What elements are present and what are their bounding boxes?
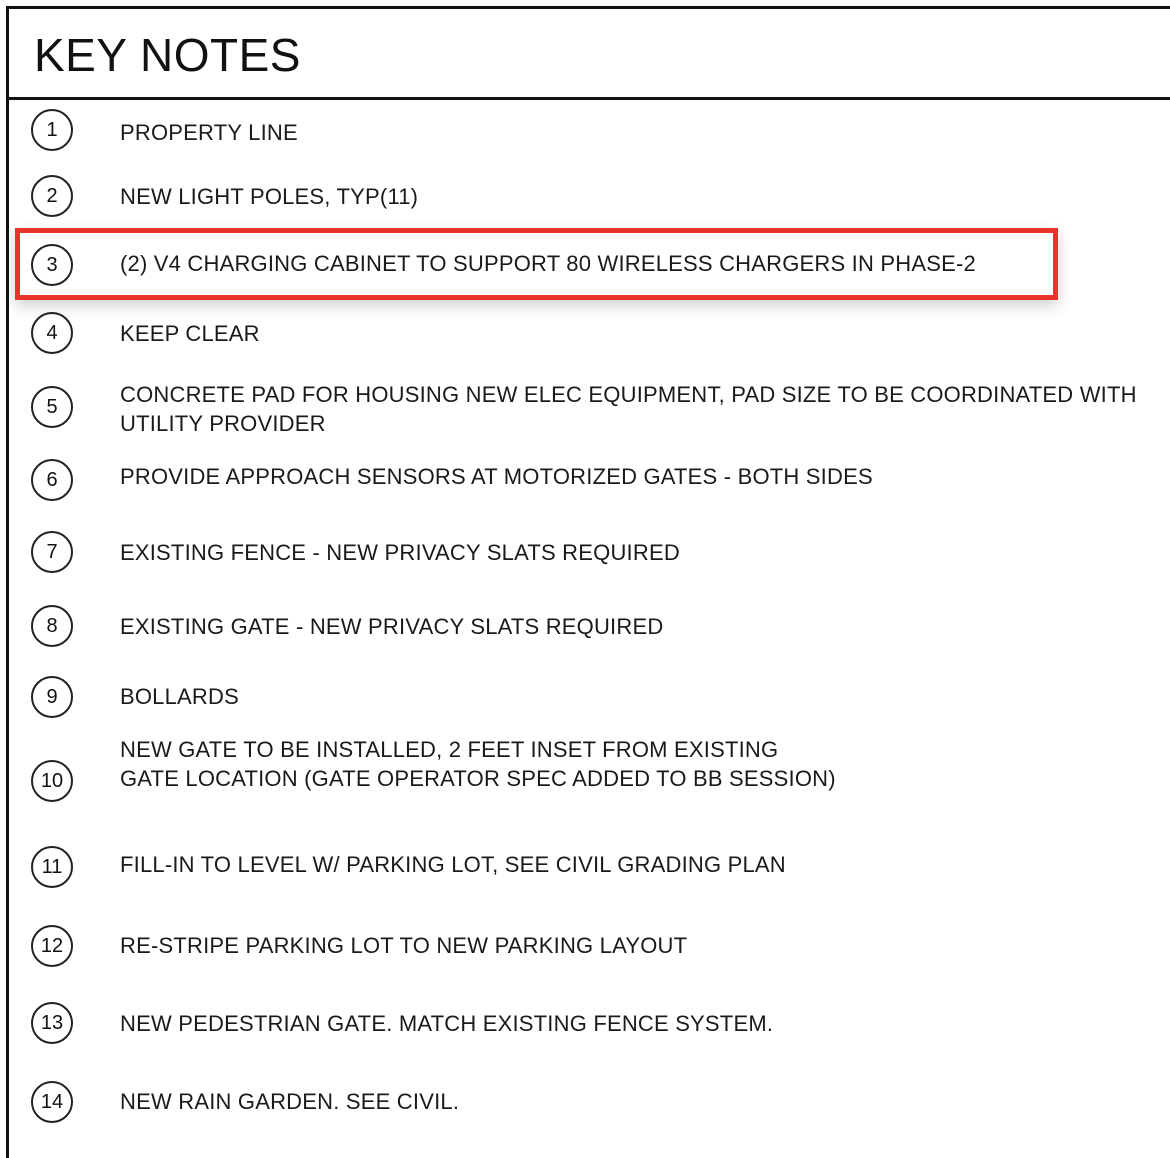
note-number-badge: 14 xyxy=(31,1081,73,1123)
note-text: (2) V4 CHARGING CABINET TO SUPPORT 80 WIRELESS CHARGERS IN PHASE-2 xyxy=(120,251,976,276)
note-text: KEEP CLEAR xyxy=(120,321,260,346)
note-number-badge: 9 xyxy=(31,676,73,718)
key-notes-header xyxy=(6,6,1170,100)
note-number-badge: 12 xyxy=(31,925,73,967)
note-number-badge: 10 xyxy=(31,760,73,802)
note-text: RE-STRIPE PARKING LOT TO NEW PARKING LAYOUT xyxy=(120,933,688,958)
note-text: EXISTING FENCE - NEW PRIVACY SLATS REQUIRED xyxy=(120,540,680,565)
note-number-badge: 2 xyxy=(31,175,73,217)
note-text: PROVIDE APPROACH SENSORS AT MOTORIZED GATES - BOTH SIDES xyxy=(120,464,873,489)
note-number-badge: 7 xyxy=(31,531,73,573)
note-number-badge: 11 xyxy=(31,846,73,888)
note-text: NEW PEDESTRIAN GATE. MATCH EXISTING FENCE SYSTEM. xyxy=(120,1011,774,1036)
note-number-badge: 4 xyxy=(31,312,73,354)
note-text: NEW GATE TO BE INSTALLED, 2 FEET INSET FROM EXISTING GATE LOCATION (GATE OPERATOR SPEC ADDED TO BB SESSION) xyxy=(120,737,836,791)
note-number-badge: 6 xyxy=(31,459,73,501)
key-notes-sheet xyxy=(6,6,1170,1158)
note-text: FILL-IN TO LEVEL W/ PARKING LOT, SEE CIVIL GRADING PLAN xyxy=(120,852,786,877)
note-number-badge: 1 xyxy=(31,109,73,151)
note-number-badge: 3 xyxy=(31,244,73,286)
note-text: CONCRETE PAD FOR HOUSING NEW ELEC EQUIPMENT, PAD SIZE TO BE COORDINATED WITH UTILITY PROVIDER xyxy=(120,382,1137,436)
note-text: EXISTING GATE - NEW PRIVACY SLATS REQUIRED xyxy=(120,614,664,639)
note-text: BOLLARDS xyxy=(120,684,239,709)
note-text: PROPERTY LINE xyxy=(120,120,298,145)
note-number-badge: 8 xyxy=(31,605,73,647)
note-text: NEW RAIN GARDEN. SEE CIVIL. xyxy=(120,1089,460,1114)
note-number-badge: 5 xyxy=(31,386,73,428)
note-text: NEW LIGHT POLES, TYP(11) xyxy=(120,184,419,209)
note-number-badge: 13 xyxy=(31,1002,73,1044)
page-title: KEY NOTES xyxy=(34,29,301,81)
